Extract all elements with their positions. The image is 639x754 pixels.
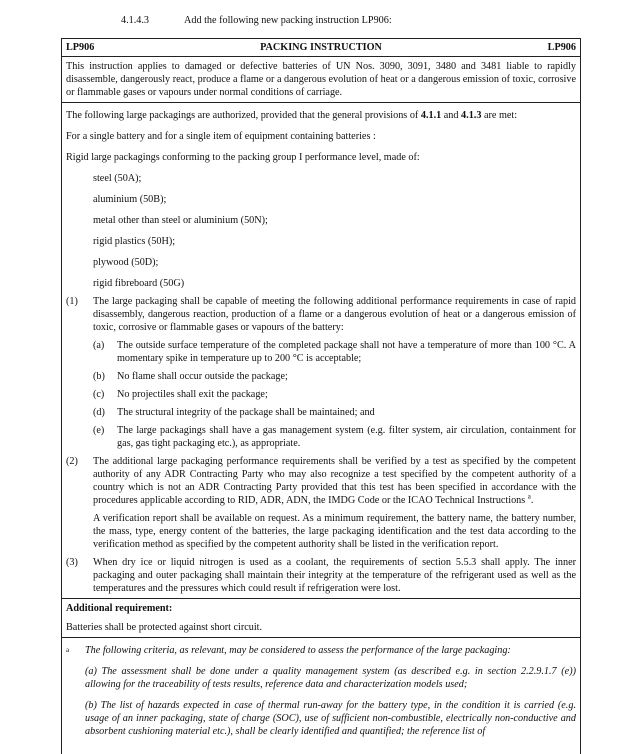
sub-item-d: (d) The structural integrity of the package shall be maintained; and	[93, 407, 375, 418]
intro-row	[62, 57, 580, 103]
material-item: rigid fibreboard (50G)	[93, 278, 185, 289]
rigid-text: Rigid large packagings conforming to the packing group I performance level, made of:	[66, 152, 420, 163]
footnote-b: (b) The list of hazards expected in case of thermal run-away for the battery type, in the condition it is carried (e.g. usage of an inner packaging, state of charge (SOC), use of sufficient non-combustible, electrically non-conductive and absorbent cushioning material etc.), shall be clearly identified and quantified; the reference list of	[85, 700, 576, 737]
sub-item-c: (c) No projectiles shall exit the package;	[93, 389, 268, 400]
additional-text: Batteries shall be protected against short circuit.	[66, 622, 263, 633]
material-item: plywood (50D);	[93, 257, 159, 268]
section-number: 4.1.4.3	[121, 15, 150, 26]
footnote-ref: a	[527, 492, 531, 501]
table-header	[62, 39, 580, 57]
authorized-text: The following large packagings are authorized, provided that the general provisions of 4.1.1 and 4.1.3 are met:	[66, 110, 518, 121]
single-battery-text: For a single battery and for a single item of equipment containing batteries :	[66, 131, 376, 142]
material-item: aluminium (50B);	[93, 194, 167, 205]
requirement-2: (2) The additional large packaging performance requirements shall be verified by a test as specified by the competent authority of any ADR Contracting Party who may also recognize a test specified by the competent authority of a country which is not an ADR Contracting Party provided that this test has been specified in accordance with the procedures applicable according to RID, ADR, ADN, the IMDG Code or the ICAO Technical Instructions $^a$. A verification report shall be available on request. As a minimum requirement, the battery name, the battery number, the mass, type, energy content of the batteries, the large packaging identification and the test data according to the verification method as specified by the competent authority shall be listed in the verification report.	[66, 456, 576, 550]
footnote-row: a The following criteria, as relevant, may be considered to assess the performance of the large packaging: (a) The assessment shall be done under a quality management system (as described e.g. in section 2.2.9.1.7 (e)) allowing for the traceability of tests results, reference data and characterization models used; (b) The list of hazards expected in case of thermal run-away for the battery type, in the condition it is carried (e.g. usage of an inner packaging, state of charge (SOC), use of sufficient non-combustible, electrically non-conductive and absorbent cushioning material etc.), shall be clearly identified and quantified; the reference list of	[66, 645, 576, 737]
requirement-1: (1) The large packaging shall be capable of meeting the following additional performance requirements in case of rapid disassembly, dangerous reaction, production of a flame or a dangerous evolution of heat or a dangerous emission of toxic, corrosive or flammable gases or vapours of the battery: (a) The outside surface temperature of the completed package shall not have a temperature of more than 100 °C. A momentary spike in temperature up to 200 °C is acceptable; (b) No flame shall occur outside the package; (c) No projectiles shall exit the package; (d) The structural integrity of the package shall be maintained; and (e) The large packagings shall have a gas management system (e.g. filter system, air circulation, containment for gas, gas tight packaging etc.), as appropriate.	[66, 296, 576, 449]
footnote-a: (a) The assessment shall be done under a quality management system (as described e.g. in section 2.2.9.1.7 (e)) allowing for the traceability of tests results, reference data and characterization models used;	[85, 666, 576, 690]
section-text: Add the following new packing instruction LP906:	[184, 15, 392, 26]
sub-item-b: (b) No flame shall occur outside the package;	[93, 371, 288, 382]
section-heading	[121, 14, 392, 27]
additional-requirement-row	[62, 599, 580, 638]
code-right: LP906	[547, 42, 576, 53]
footnote-intro: The following criteria, as relevant, may be considered to assess the performance of the large packaging:	[85, 645, 511, 656]
requirement-3: (3) When dry ice or liquid nitrogen is used as a coolant, the requirements of section 5.5.3 shall apply. The inner packaging and outer packaging shall maintain their integrity at the temperature of the refrigerant used as well as the temperatures and the pressures which could result if refrigeration were lost.	[66, 557, 576, 594]
intro-text: This instruction applies to damaged or defective batteries of UN Nos. 3090, 3091, 3480 and 3481 liable to rapidly disassemble, dangerously react, produce a flame or a dangerous evolution of heat or a dangerous emission of toxic, corrosive or flammable gases or vapours under normal conditions of carriage.	[66, 61, 576, 98]
code-left: LP906	[66, 42, 95, 53]
additional-title: Additional requirement:	[66, 603, 173, 614]
main-row	[62, 103, 580, 599]
sub-item-e: (e) The large packagings shall have a gas management system (e.g. filter system, air circulation, containment for gas, gas tight packaging etc.), as appropriate.	[93, 425, 576, 449]
sub-item-a: (a) The outside surface temperature of the completed package shall not have a temperature of more than 100 °C. A momentary spike in temperature up to 200 °C is acceptable;	[93, 340, 576, 364]
material-item: metal other than steel or aluminium (50N);	[93, 215, 268, 226]
packing-instruction-table	[61, 38, 581, 754]
material-item: rigid plastics (50H);	[93, 236, 176, 247]
material-item: steel (50A);	[93, 173, 142, 184]
table-title: PACKING INSTRUCTION	[260, 42, 382, 53]
